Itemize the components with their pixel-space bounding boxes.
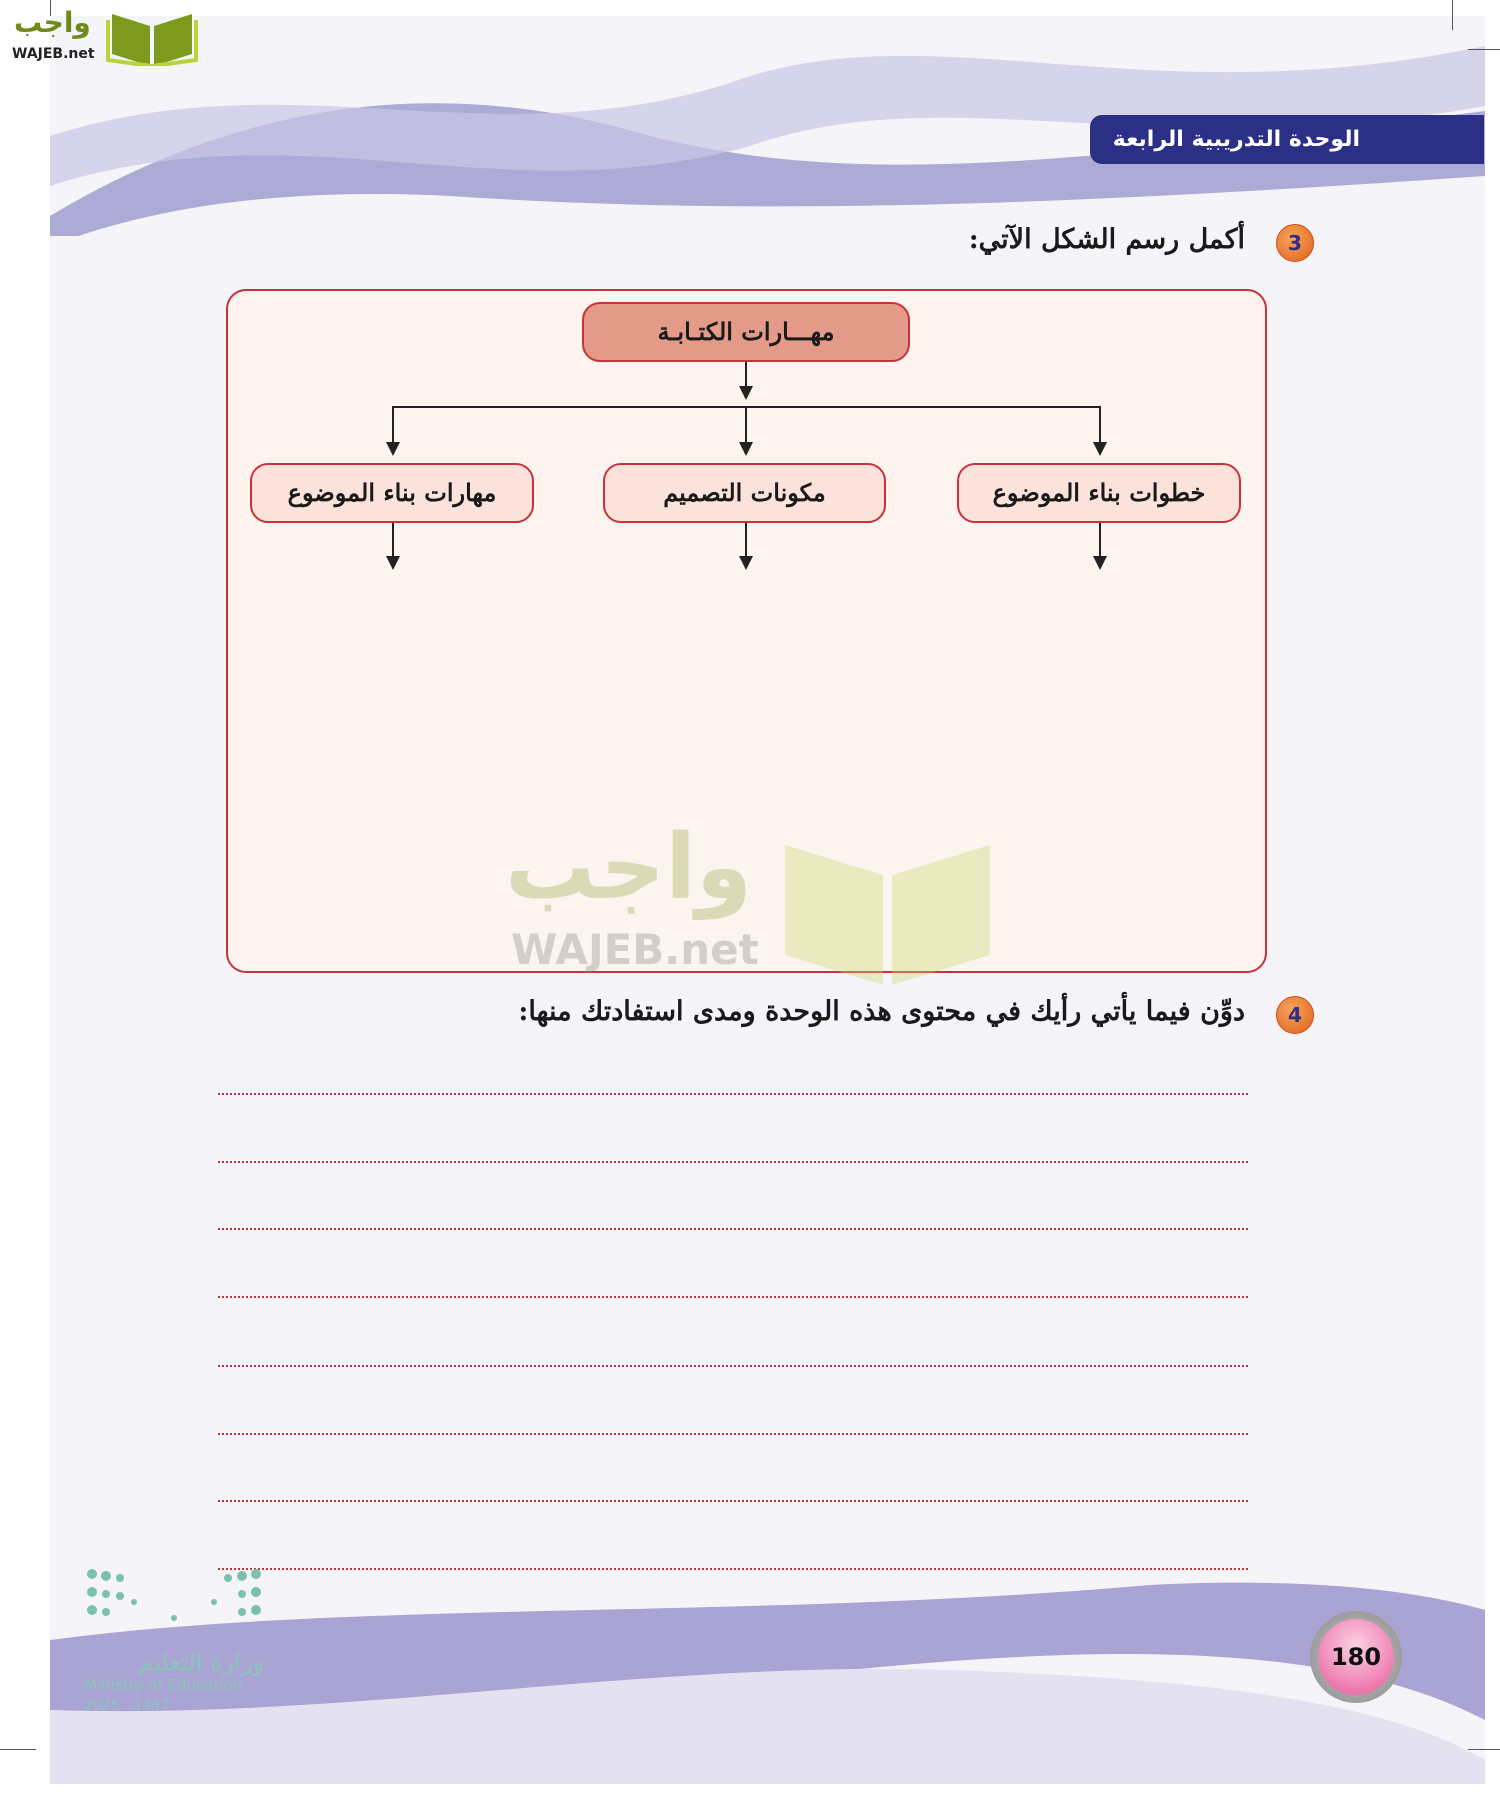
question-3-text: أكمل رسم الشكل الآتي: [968, 224, 1245, 255]
watermark-arabic: واجب [505, 815, 752, 920]
answer-line[interactable] [218, 1228, 1248, 1230]
crop-mark [1468, 1749, 1500, 1750]
connector-line [745, 523, 747, 559]
edition-year: 2025 - 1447 [84, 1698, 170, 1714]
watermark [505, 815, 1005, 985]
arrow-down-icon [739, 386, 753, 400]
ministry-name-english: Ministry of Education [84, 1676, 243, 1694]
crop-mark [0, 1749, 36, 1750]
answer-line[interactable] [218, 1500, 1248, 1502]
answer-line[interactable] [218, 1296, 1248, 1298]
ministry-name-arabic: وزارة التعليم [138, 1648, 264, 1676]
diagram-child-node: مهارات بناء الموضوع [250, 463, 534, 523]
answer-line[interactable] [218, 1568, 1248, 1570]
crop-mark [1452, 0, 1453, 30]
answer-line[interactable] [218, 1093, 1248, 1095]
page-number: 180 [1318, 1619, 1394, 1695]
answer-line[interactable] [218, 1433, 1248, 1435]
arrow-down-icon [1093, 556, 1107, 570]
arrow-down-icon [386, 442, 400, 456]
watermark-latin: WAJEB.net [511, 925, 759, 974]
connector-line [392, 523, 394, 559]
page-number-badge [1310, 1611, 1402, 1703]
question-number-badge: 3 [1276, 224, 1314, 262]
question-number-badge: 4 [1276, 996, 1314, 1034]
diagram-child-node: خطوات بناء الموضوع [957, 463, 1241, 523]
logo-latin: WAJEB.net [12, 46, 95, 62]
ministry-logo [84, 1566, 274, 1726]
diagram-child-node: مكونات التصميم [603, 463, 886, 523]
crop-mark [1468, 49, 1500, 50]
answer-line[interactable] [218, 1365, 1248, 1367]
book-icon [106, 6, 198, 66]
unit-title-banner: الوحدة التدريبية الرابعة [1090, 115, 1484, 164]
question-4-text: دوِّن فيما يأتي رأيك في محتوى هذه الوحدة ومدى استفادتك منها: [518, 996, 1245, 1027]
arrow-down-icon [1093, 442, 1107, 456]
ministry-dots-emblem [84, 1566, 264, 1626]
arrow-down-icon [739, 556, 753, 570]
logo-arabic: واجب [14, 6, 91, 39]
wajeb-logo [10, 6, 190, 68]
watermark-book-icon [775, 815, 1000, 985]
diagram-root-node: مهـــارات الكتـابـة [582, 302, 910, 362]
arrow-down-icon [386, 556, 400, 570]
arrow-down-icon [739, 442, 753, 456]
connector-line [1099, 523, 1101, 559]
answer-line[interactable] [218, 1161, 1248, 1163]
